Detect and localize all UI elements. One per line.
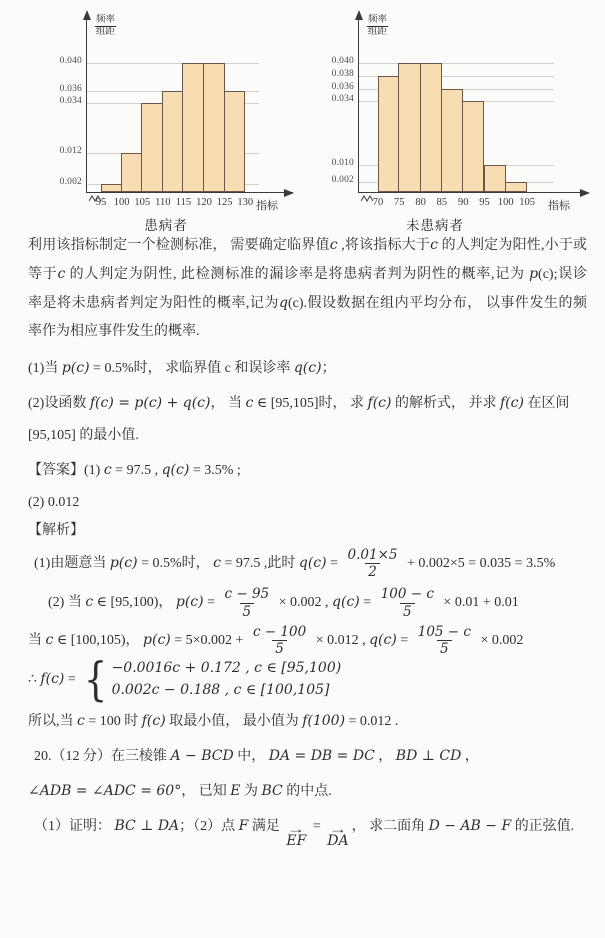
cases-rows [112, 659, 342, 700]
paragraph [28, 586, 587, 619]
text-run: ∈ [100,105)， [53, 632, 144, 648]
text-run: = [203, 595, 219, 611]
text-run: ∈ [95,105]时， 求 [253, 396, 368, 411]
text-run: [95,105] 的最小值. [28, 428, 139, 443]
solution-text-block [0, 231, 605, 848]
y-axis-line [358, 18, 359, 193]
paragraph [28, 389, 587, 418]
x-axis-arrow-icon [580, 189, 590, 197]
text-run: = 0.012 . [345, 713, 399, 729]
math-run: q(c) [332, 594, 360, 611]
text-run: ∈ [95,100)， [93, 595, 176, 611]
text-run: 的人判定为阳性,小于或 [437, 238, 588, 253]
fraction [345, 547, 401, 580]
histogram-bar [484, 165, 506, 192]
histogram-bar [162, 91, 184, 192]
math-run: p(c) [61, 360, 90, 376]
text-run: ∴ [28, 672, 41, 688]
text-run: 【答案】(1) [28, 463, 104, 478]
y-axis-arrow-icon [355, 10, 363, 20]
x-tick-label: 75 [394, 197, 405, 208]
math-run: E [230, 782, 241, 799]
y-tick-label: 0.002 [331, 175, 354, 185]
text-run: = 0.5%时， 求临界值 c 和误诊率 [89, 361, 294, 376]
math-run: F [238, 817, 249, 834]
math-run: ∠ADB = ∠ADC = 60° [28, 782, 182, 799]
fraction-numerator: 105 − c [417, 623, 471, 640]
paragraph [28, 707, 587, 736]
fraction-denominator: 5 [272, 640, 287, 657]
text-run: 的解析式， 并求 [391, 396, 500, 411]
math-run: f(c) [141, 712, 166, 729]
left-brace: { [84, 652, 108, 707]
paragraph [28, 289, 587, 318]
text-run: × 0.01 + 0.01 [439, 595, 519, 611]
math-run: q(c) [293, 360, 322, 376]
paragraph [28, 624, 587, 657]
y-axis-title-denominator: 组距 [96, 26, 116, 37]
paragraph [28, 812, 587, 848]
y-tick-label: 0.034 [331, 94, 354, 104]
math-run: c [213, 554, 221, 571]
y-axis-title [367, 15, 388, 38]
math-run: c [85, 594, 94, 611]
y-tick-label: 0.040 [59, 56, 82, 66]
fraction [250, 624, 309, 657]
histogram-non-patients [330, 10, 605, 233]
text-run: = 3.5% ; [189, 463, 241, 478]
y-tick-label: 0.010 [331, 158, 354, 168]
text-run: 等于 [28, 267, 58, 282]
math-run: f(c) = p(c) + q(c) [89, 395, 211, 411]
fraction-numerator: 0.01×5 [347, 547, 398, 563]
x-tick-label: 115 [175, 197, 192, 208]
x-tick-label: 120 [196, 197, 212, 208]
text-run: × 0.012 , [312, 632, 370, 648]
paragraph [28, 777, 587, 806]
math-run: p(c) [109, 554, 138, 571]
text-run: = [359, 595, 375, 611]
math-run: f(c) [40, 671, 65, 688]
text-run: (1)当 [28, 361, 62, 376]
histogram-bar [420, 63, 442, 192]
vector-arrow-icon: → [328, 821, 347, 836]
y-tick-label: 0.036 [331, 82, 354, 92]
paragraph [28, 652, 587, 707]
paragraph [28, 547, 587, 580]
text-run: = 97.5 , [111, 463, 162, 478]
x-tick-label: 70 [372, 197, 384, 208]
paragraph [28, 422, 587, 450]
text-run: （1）证明： [34, 818, 115, 834]
text-run: = 97.5 ,此时 [220, 555, 299, 571]
x-axis-title: 指标 [548, 200, 570, 212]
math-run: c [245, 395, 254, 411]
x-tick-label: 95 [479, 197, 490, 208]
x-tick-label: 80 [415, 197, 426, 208]
math-run: p [529, 266, 539, 282]
x-tick-label: 95 [95, 197, 107, 208]
y-axis-title-numerator: 频率 [368, 15, 388, 25]
y-tick-label: 0.036 [59, 84, 82, 94]
chart-title: 患病者 [144, 218, 188, 233]
histogram-bar [505, 182, 527, 192]
paragraph [28, 517, 587, 545]
fraction-denominator: 5 [240, 603, 255, 620]
paragraph [28, 489, 587, 517]
paragraph [28, 260, 587, 289]
histogram-patients [56, 10, 331, 233]
math-run: q(c) [161, 462, 190, 478]
text-run: × 0.002 , [275, 595, 333, 611]
fraction-numerator: c − 100 [252, 623, 307, 640]
fraction-denominator: 2 [365, 563, 380, 580]
x-tick-label: 105 [134, 197, 151, 208]
y-tick-label: 0.040 [331, 56, 354, 66]
vector-letters: DA [327, 832, 349, 849]
histogram-bar [141, 103, 163, 192]
y-axis-line [86, 18, 87, 193]
chart-title: 未患病者 [406, 218, 464, 233]
histogram-bar [224, 91, 246, 192]
x-axis-line [86, 192, 293, 193]
math-run: DA = DB = DC [268, 747, 375, 764]
text-run: + 0.002×5 = 0.035 = 3.5% [403, 555, 556, 571]
y-axis-arrow-icon [83, 10, 91, 20]
math-run: c [329, 237, 338, 253]
text-run: = [64, 672, 80, 688]
fraction-numerator: c − 95 [224, 586, 270, 603]
text-run: (c).假设数据在组内平均分布， 以事件发生的频 [287, 296, 587, 311]
text-run: ； [321, 361, 336, 376]
x-tick-label: 105 [519, 197, 535, 208]
text-run: 取最小值， 最小值为 [165, 713, 303, 729]
paragraph [28, 318, 587, 346]
vector-symbol [327, 821, 349, 849]
histogram-bar [462, 101, 484, 192]
paragraph [28, 742, 587, 771]
text-run: ,将该指标大于 [337, 238, 431, 253]
fraction [415, 624, 474, 657]
math-run: c [45, 631, 54, 648]
x-axis-line [358, 192, 588, 193]
math-run: p(c) [175, 594, 204, 611]
text-run: 的人判定为阴性, 此检测标准的漏诊率是将患病者判为阴性的概率,记为 [65, 267, 530, 282]
x-tick-label: 90 [457, 197, 469, 208]
fraction-numerator: 100 − c [380, 586, 434, 603]
math-run: BC ⊥ DA [114, 817, 180, 834]
y-tick-label: 0.012 [59, 146, 82, 156]
text-run: (2) 0.012 [28, 495, 80, 510]
text-run: = 5×0.002 + [170, 632, 247, 648]
math-run: q(c) [298, 554, 327, 571]
text-run: 率是将未患病者判定为阳性的概率,记为 [28, 296, 279, 311]
math-run: c [57, 266, 66, 282]
text-run: ， [461, 748, 479, 764]
text-run: (1)由题意当 [34, 555, 110, 571]
histogram-bar [203, 63, 225, 192]
x-tick-label: 110 [155, 197, 171, 208]
histogram-bar [441, 89, 463, 192]
text-run: = 0.5%时， [137, 555, 214, 571]
text-run: 利用该指标制定一个检测标准， 需要确定临界值 [28, 238, 330, 253]
math-run: A − BCD [170, 747, 234, 764]
piecewise-cases [79, 652, 342, 707]
math-run: c [430, 237, 438, 253]
text-run: (2) 当 [48, 595, 86, 611]
text-run: 率作为相应事件发生的概率. [28, 324, 200, 339]
x-tick-label: 85 [436, 197, 448, 208]
gridline [359, 63, 554, 64]
text-run: 的正弦值. [511, 818, 575, 834]
math-run: q(c) [369, 631, 397, 648]
math-run: f(c) [367, 395, 392, 411]
math-run: f(100) [302, 712, 346, 729]
vector-letters: EF [286, 832, 307, 849]
math-run: D − AB − F [428, 817, 512, 834]
text-run: 所以,当 [28, 713, 77, 729]
vector-arrow-icon: → [287, 821, 306, 836]
text-run: 为 [240, 783, 262, 799]
math-run: c [77, 712, 85, 729]
text-run: ， 当 [210, 396, 246, 411]
y-axis-title-numerator: 频率 [96, 15, 116, 25]
fraction [378, 586, 437, 619]
x-axis-arrow-icon [284, 189, 294, 197]
text-run: (2)设函数 [28, 396, 90, 411]
text-run: 【解析】 [28, 523, 84, 538]
text-run: = [396, 632, 412, 648]
fraction-denominator: 5 [400, 603, 415, 620]
text-run: 当 [28, 632, 46, 648]
y-axis-title-denominator: 组距 [368, 26, 388, 37]
vector-symbol [286, 821, 307, 849]
text-run: = [326, 555, 342, 571]
histogram-bar [182, 63, 204, 192]
math-run: BC [261, 782, 283, 799]
x-tick-label: 130 [237, 197, 254, 208]
fraction-denominator: 5 [437, 640, 452, 657]
y-tick-label: 0.038 [331, 69, 354, 79]
text-run: = 100 时 [84, 713, 142, 729]
text-run: ， 已知 [181, 783, 231, 799]
text-run: ， [374, 748, 396, 764]
math-run: c [103, 462, 112, 478]
text-run: ；（2）点 [179, 818, 239, 834]
text-run: 中， [233, 748, 269, 764]
text-run: 的中点. [282, 783, 332, 799]
text-run: 在区间 [523, 396, 570, 411]
histogram-bar [398, 63, 420, 192]
gridline [87, 63, 259, 64]
histogram-bar [121, 153, 143, 192]
y-tick-label: 0.034 [59, 96, 82, 106]
text-run: 20.（12 分）在三棱锥 [34, 748, 171, 764]
fraction [222, 586, 273, 619]
text-run: × 0.002 [476, 632, 524, 648]
x-tick-label: 125 [216, 197, 233, 208]
paragraph [28, 456, 587, 485]
cases-row: 0.002c − 0.188 , c ∈ [100,105] [111, 682, 330, 699]
paragraph [28, 231, 587, 260]
x-tick-label: 100 [113, 197, 130, 208]
text-run: = [309, 818, 325, 834]
text-run: 满足 [248, 818, 284, 834]
math-run: BD ⊥ CD [395, 747, 462, 764]
paragraph [28, 354, 587, 383]
math-run: p(c) [143, 631, 171, 648]
math-run: q [278, 295, 288, 311]
y-tick-label: 0.002 [59, 177, 82, 187]
x-axis-title: 指标 [256, 200, 278, 212]
histogram-bar [101, 184, 122, 192]
cases-row: −0.0016c + 0.172 , c ∈ [95,100) [111, 660, 342, 677]
math-run: f(c) [499, 395, 524, 411]
y-axis-title [95, 15, 116, 38]
text-run: ， 求二面角 [351, 818, 429, 834]
histogram-bar [378, 76, 399, 192]
text-run: (c);误诊 [538, 267, 587, 282]
x-tick-label: 100 [497, 197, 514, 208]
